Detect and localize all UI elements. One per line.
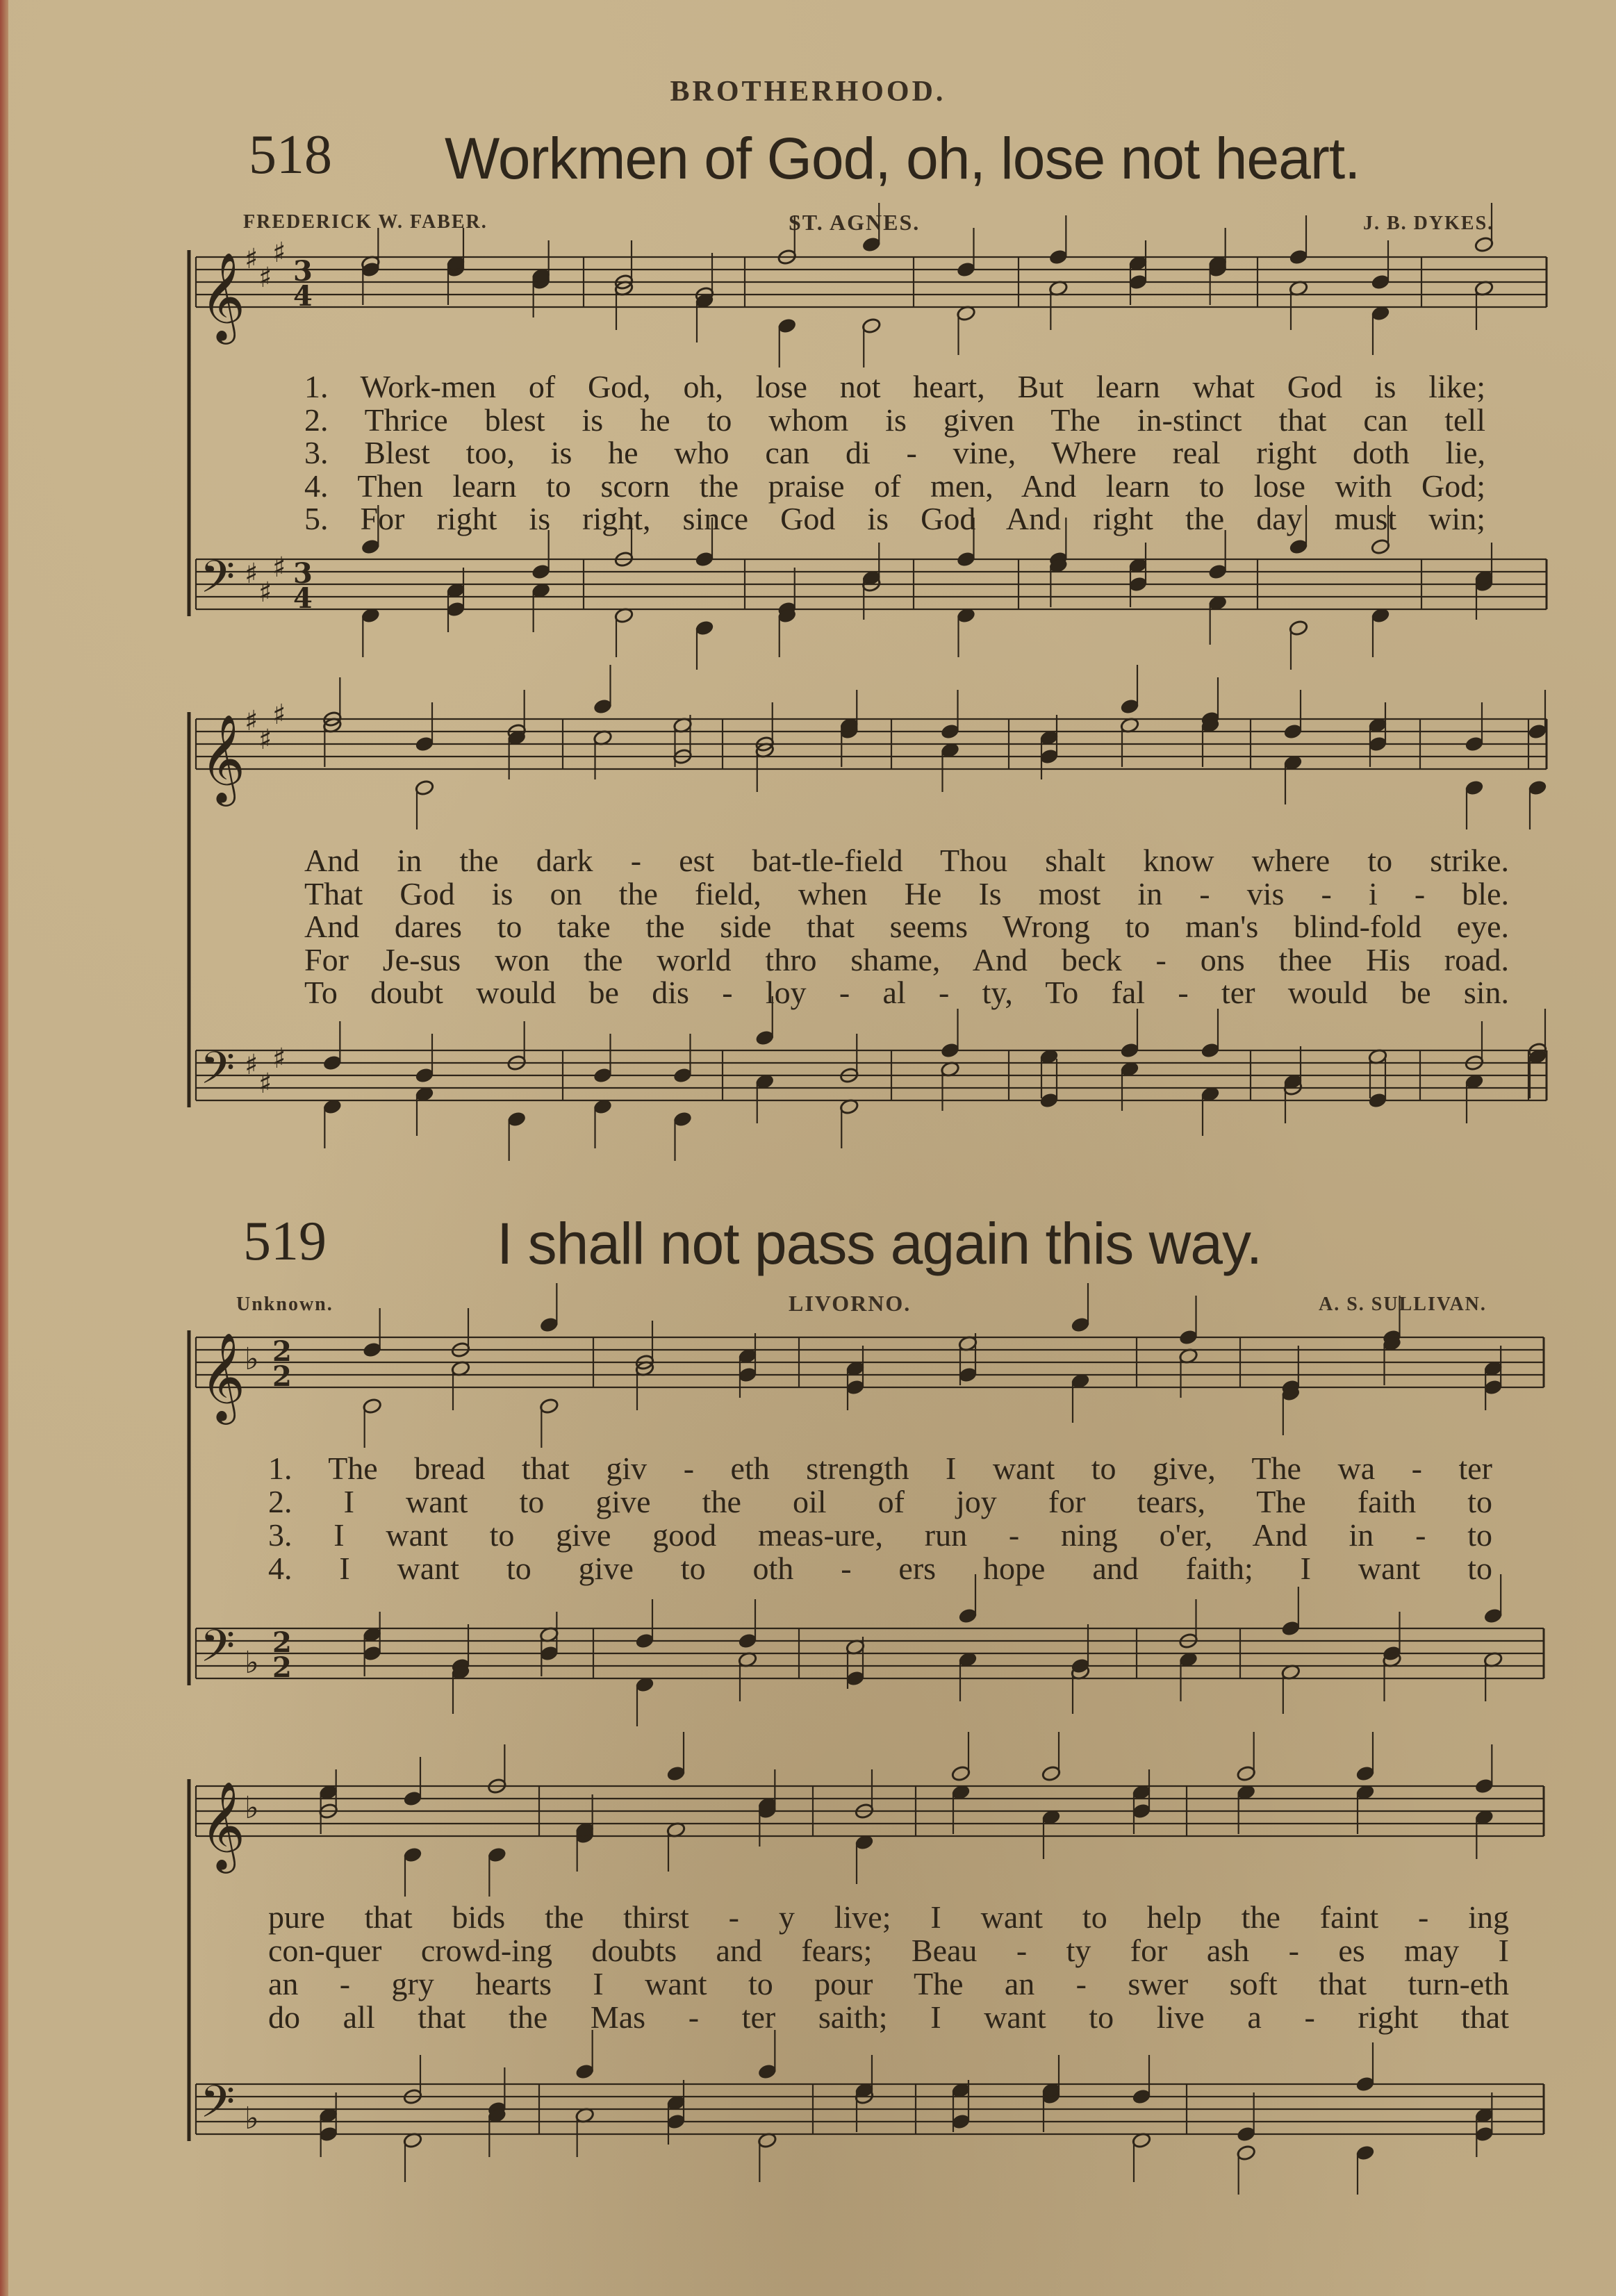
- staff-518-s2-treble: [196, 719, 1547, 769]
- svg-text:♯: ♯: [258, 577, 272, 609]
- bass-clef-icon: [200, 2076, 235, 2139]
- staff-519-s2-treble: [196, 1786, 1544, 1836]
- hymn-518-author: FREDERICK W. FABER.: [243, 211, 488, 233]
- key-signature: [245, 1341, 259, 1377]
- svg-text:4: 4: [293, 582, 313, 615]
- hymn-518-tune: ST. AGNES.: [789, 210, 921, 235]
- treble-clef-icon: [200, 251, 245, 345]
- svg-text:♯: ♯: [258, 1068, 272, 1100]
- svg-text:𝄢: 𝄢: [200, 1043, 236, 1105]
- svg-text:♯: ♯: [245, 1049, 258, 1081]
- svg-text:2: 2: [272, 1360, 292, 1393]
- notes-519-s1-bass: [362, 1574, 1503, 1726]
- svg-text:3: 3: [293, 255, 313, 288]
- lyric-line: And dares to take the side that seems Wrong to man's blind-fold eye.: [304, 909, 1509, 944]
- staff-518-s1-treble: [196, 257, 1547, 307]
- lyric-line: 4. I want to give to oth - ers hope and faith; I want to: [268, 1551, 1492, 1586]
- svg-text:𝄢: 𝄢: [200, 552, 236, 614]
- lyric-line: do all that the Mas - ter saith; I want to live a - right that: [268, 1999, 1509, 2035]
- bass-clef-icon: [200, 1043, 235, 1105]
- key-signature: [245, 1645, 259, 1680]
- hymn-519-number: 519: [243, 1211, 327, 1272]
- treble-clef-icon: [200, 1332, 245, 1425]
- lyric-line: To doubt would be dis - loy - al - ty, To fal - ter would be sin.: [304, 975, 1509, 1010]
- svg-text:𝄞: 𝄞: [200, 1332, 246, 1421]
- notes-519-s1-treble: [362, 1283, 1503, 1448]
- svg-text:2: 2: [272, 1335, 292, 1368]
- time-signature: [272, 1335, 292, 1393]
- svg-text:3: 3: [293, 557, 313, 590]
- section-title: BROTHERHOOD.: [670, 76, 946, 108]
- svg-text:𝄞: 𝄞: [200, 713, 246, 802]
- svg-text:♭: ♭: [245, 2101, 259, 2136]
- svg-text:♯: ♯: [258, 262, 272, 294]
- treble-clef-icon: [200, 1781, 245, 1874]
- notes-518-s1-treble: [361, 203, 1494, 367]
- lyric-line: 1. The bread that giv - eth strength I want to give, The wa - ter: [268, 1451, 1492, 1486]
- svg-text:𝄞: 𝄞: [200, 251, 246, 340]
- svg-text:♯: ♯: [245, 705, 258, 737]
- svg-text:𝄞: 𝄞: [200, 1781, 246, 1869]
- notes-518-s2-bass: [322, 996, 1547, 1161]
- lyric-line: 4. Then learn to scorn the praise of men, And learn to lose with God;: [304, 468, 1485, 504]
- svg-text:♯: ♯: [258, 724, 272, 756]
- key-signature: [245, 552, 286, 609]
- svg-text:♯: ♯: [272, 699, 286, 731]
- key-signature: [245, 2101, 259, 2136]
- hymn-519-composer: A. S. SULLIVAN.: [1319, 1294, 1487, 1315]
- svg-text:♯: ♯: [245, 558, 258, 590]
- svg-text:♭: ♭: [245, 1341, 259, 1377]
- key-signature: [245, 1790, 259, 1826]
- lyric-line: an - gry hearts I want to pour The an - swer soft that turn-eth: [268, 1966, 1509, 2001]
- staff-519-s1-treble: [196, 1337, 1544, 1387]
- lyric-line: pure that bids the thirst - y live; I want to help the faint - ing: [268, 1899, 1509, 1935]
- time-signature: [272, 1626, 292, 1684]
- svg-text:2: 2: [272, 1651, 292, 1684]
- lyric-line: That God is on the field, when He Is most in - vis - i - ble.: [304, 875, 1509, 911]
- hymn-519-tune: LIVORNO.: [789, 1291, 912, 1316]
- hymn-518-title: Workmen of God, oh, lose not heart.: [445, 126, 1360, 191]
- svg-text:𝄢: 𝄢: [200, 2076, 236, 2139]
- svg-text:♯: ♯: [272, 1043, 286, 1075]
- lyric-line: con-quer crowd-ing doubts and fears; Beau - ty for ash - es may I: [268, 1933, 1509, 1968]
- lyric-line: 3. I want to give good meas-ure, run - ning o'er, And in - to: [268, 1517, 1492, 1553]
- svg-text:♯: ♯: [272, 552, 286, 584]
- svg-text:4: 4: [293, 280, 313, 313]
- notes-519-s2-treble: [318, 1732, 1494, 1897]
- lyric-line: 2. Thrice blest is he to whom is given The in-stinct that can tell: [304, 402, 1485, 438]
- time-signature: [293, 557, 313, 615]
- bass-clef-icon: [200, 552, 235, 614]
- lyric-line: 1. Work-men of God, oh, lose not heart, But learn what God is like;: [304, 369, 1485, 404]
- hymn-519-title: I shall not pass again this way.: [497, 1211, 1262, 1276]
- hymn-518-number: 518: [249, 124, 332, 185]
- lyric-line: 2. I want to give the oil of joy for tears, The faith to: [268, 1484, 1492, 1519]
- hymn-519-author: Unknown.: [236, 1294, 333, 1315]
- staff-518-s2-bass: [196, 1050, 1547, 1100]
- staff-519-s1-bass: [196, 1628, 1544, 1678]
- key-signature: [245, 237, 286, 294]
- time-signature: [293, 255, 313, 313]
- key-signature: [245, 1043, 286, 1100]
- notes-519-s2-bass: [318, 2030, 1494, 2195]
- lyric-line: 5. For right is right, since God is God And right the day must win;: [304, 501, 1485, 536]
- notes-518-s2-treble: [322, 665, 1547, 829]
- svg-text:♭: ♭: [245, 1790, 259, 1826]
- svg-text:♯: ♯: [245, 243, 258, 275]
- lyric-line: 3. Blest too, is he who can di - vine, Where real right doth lie,: [304, 435, 1485, 470]
- svg-text:♭: ♭: [245, 1645, 259, 1680]
- lyric-line: For Je-sus won the world thro shame, And beck - ons thee His road.: [304, 941, 1509, 977]
- lyric-line: And in the dark - est bat-tle-field Thou shalt know where to strike.: [304, 843, 1509, 878]
- svg-text:2: 2: [272, 1626, 292, 1659]
- svg-text:♯: ♯: [272, 237, 286, 269]
- bass-clef-icon: [200, 1621, 235, 1683]
- svg-text:𝄢: 𝄢: [200, 1621, 236, 1683]
- hymn-518-composer: J. B. DYKES.: [1363, 213, 1494, 234]
- key-signature: [245, 699, 286, 756]
- treble-clef-icon: [200, 713, 245, 807]
